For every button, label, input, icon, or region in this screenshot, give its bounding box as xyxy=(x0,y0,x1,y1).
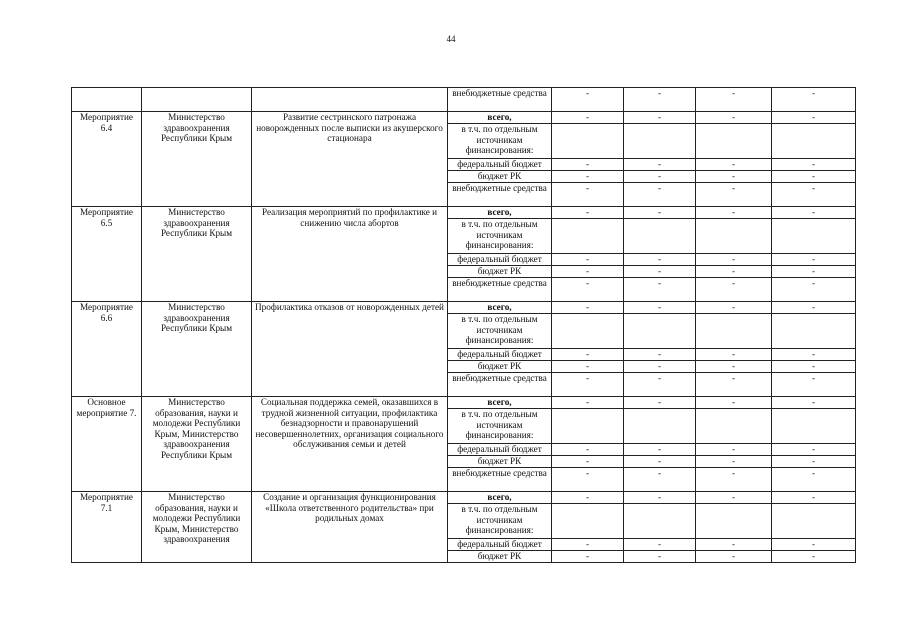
value-cell: - xyxy=(696,361,772,373)
value-cell: - xyxy=(552,254,624,266)
value-cell: - xyxy=(624,207,696,219)
source-rk: бюджет РК xyxy=(448,551,552,563)
value-cell: - xyxy=(552,112,624,124)
budget-table xyxy=(71,87,856,563)
source-rk: бюджет РК xyxy=(448,361,552,373)
value-cell: - xyxy=(772,278,856,302)
value-cell: - xyxy=(552,373,624,397)
source-rk: бюджет РК xyxy=(448,266,552,278)
table-row xyxy=(72,492,856,504)
value-cell: - xyxy=(772,112,856,124)
value-cell: - xyxy=(624,254,696,266)
value-cell: - xyxy=(772,349,856,361)
value-cell: - xyxy=(552,361,624,373)
value-cell: - xyxy=(552,171,624,183)
measure-executor: Министерство образования, науки и молодежи Республики Крым, Министерство здравоохранения xyxy=(142,492,252,563)
source-incl: в т.ч. по отдельным источникам финансирования: xyxy=(448,124,552,159)
source-extrabudget: внебюджетные средства xyxy=(448,183,552,207)
value-cell: - xyxy=(624,397,696,409)
value-cell: - xyxy=(696,278,772,302)
value-cell: - xyxy=(696,349,772,361)
value-cell: - xyxy=(772,444,856,456)
source-incl: в т.ч. по отдельным источникам финансирования: xyxy=(448,504,552,539)
source-federal: федеральный бюджет xyxy=(448,159,552,171)
value-cell: - xyxy=(696,302,772,314)
value-cell: - xyxy=(696,254,772,266)
value-cell: - xyxy=(772,88,856,112)
value-cell: - xyxy=(772,492,856,504)
value-cell: - xyxy=(552,397,624,409)
value-cell: - xyxy=(696,373,772,397)
value-cell: - xyxy=(552,456,624,468)
value-cell: - xyxy=(552,444,624,456)
value-cell: - xyxy=(772,171,856,183)
value-cell: - xyxy=(624,539,696,551)
value-cell: - xyxy=(552,349,624,361)
value-cell: - xyxy=(552,302,624,314)
value-cell: - xyxy=(552,266,624,278)
measure-code: Мероприятие 6.4 xyxy=(72,112,142,207)
value-cell: - xyxy=(772,361,856,373)
value-cell: - xyxy=(552,492,624,504)
measure-code: Мероприятие 7.1 xyxy=(72,492,142,563)
source-total: всего, xyxy=(448,397,552,409)
measure-name: Создание и организация функционирования «Школа ответственного родительства» при родильных домах xyxy=(252,492,448,563)
source-total: всего, xyxy=(448,112,552,124)
value-cell: - xyxy=(624,266,696,278)
value-cell: - xyxy=(552,551,624,563)
value-cell: - xyxy=(772,397,856,409)
measure-executor: Министерство здравоохранения Республики Крым xyxy=(142,302,252,397)
value-cell: - xyxy=(552,278,624,302)
value-cell: - xyxy=(772,302,856,314)
source-federal: федеральный бюджет xyxy=(448,254,552,266)
source-incl: в т.ч. по отдельным источникам финансирования: xyxy=(448,219,552,254)
value-cell: - xyxy=(772,456,856,468)
table-row xyxy=(72,112,856,124)
table-row xyxy=(72,302,856,314)
source-total: всего, xyxy=(448,492,552,504)
table-row xyxy=(72,397,856,409)
value-cell: - xyxy=(552,159,624,171)
measure-name: Социальная поддержка семей, оказавшихся в трудной жизненной ситуации, профилактика безнадзорности и правонарушений несовершеннолетних, организация социального обслуживания семьи и детей xyxy=(252,397,448,492)
value-cell: - xyxy=(696,456,772,468)
value-cell: - xyxy=(624,183,696,207)
measure-code: Мероприятие 6.5 xyxy=(72,207,142,302)
value-cell: - xyxy=(552,88,624,112)
value-cell: - xyxy=(696,112,772,124)
value-cell: - xyxy=(624,349,696,361)
measure-code: Основное мероприятие 7. xyxy=(72,397,142,492)
source-extrabudget: внебюджетные средства xyxy=(448,373,552,397)
source-federal: федеральный бюджет xyxy=(448,444,552,456)
page-number: 44 xyxy=(446,34,456,44)
value-cell: - xyxy=(624,278,696,302)
measure-name: Профилактика отказов от новорожденных детей xyxy=(252,302,448,397)
measure-executor: Министерство образования, науки и молодежи Республики Крым, Министерство здравоохранения Республики Крым xyxy=(142,397,252,492)
value-cell: - xyxy=(696,444,772,456)
measure-executor: Министерство здравоохранения Республики Крым xyxy=(142,112,252,207)
value-cell: - xyxy=(624,302,696,314)
source-rk: бюджет РК xyxy=(448,171,552,183)
measure-name: Реализация мероприятий по профилактике и снижению числа абортов xyxy=(252,207,448,302)
value-cell: - xyxy=(624,456,696,468)
value-cell: - xyxy=(696,551,772,563)
source-incl: в т.ч. по отдельным источникам финансирования: xyxy=(448,314,552,349)
source-extrabudget: внебюджетные средства xyxy=(448,88,552,112)
value-cell: - xyxy=(696,539,772,551)
value-cell: - xyxy=(696,183,772,207)
value-cell: - xyxy=(552,539,624,551)
value-cell: - xyxy=(696,266,772,278)
value-cell: - xyxy=(552,468,624,492)
measure-executor: Министерство здравоохранения Республики Крым xyxy=(142,207,252,302)
value-cell: - xyxy=(772,207,856,219)
value-cell: - xyxy=(772,266,856,278)
source-federal: федеральный бюджет xyxy=(448,349,552,361)
table-row xyxy=(72,207,856,219)
value-cell: - xyxy=(624,468,696,492)
source-extrabudget: внебюджетные средства xyxy=(448,278,552,302)
value-cell: - xyxy=(696,159,772,171)
value-cell: - xyxy=(624,361,696,373)
value-cell: - xyxy=(696,207,772,219)
table-row xyxy=(72,88,856,112)
value-cell: - xyxy=(772,539,856,551)
value-cell: - xyxy=(624,171,696,183)
value-cell: - xyxy=(696,468,772,492)
value-cell: - xyxy=(552,207,624,219)
value-cell: - xyxy=(624,492,696,504)
value-cell: - xyxy=(552,183,624,207)
value-cell: - xyxy=(624,551,696,563)
value-cell: - xyxy=(624,159,696,171)
value-cell: - xyxy=(624,88,696,112)
value-cell: - xyxy=(772,254,856,266)
source-extrabudget: внебюджетные средства xyxy=(448,468,552,492)
source-federal: федеральный бюджет xyxy=(448,539,552,551)
source-total: всего, xyxy=(448,207,552,219)
value-cell: - xyxy=(696,88,772,112)
value-cell: - xyxy=(696,397,772,409)
source-total: всего, xyxy=(448,302,552,314)
measure-name: Развитие сестринского патронажа новорожденных после выписки из акушерского стационара xyxy=(252,112,448,207)
value-cell: - xyxy=(624,444,696,456)
value-cell: - xyxy=(696,171,772,183)
value-cell: - xyxy=(772,551,856,563)
measure-code: Мероприятие 6.6 xyxy=(72,302,142,397)
value-cell: - xyxy=(624,112,696,124)
value-cell: - xyxy=(696,492,772,504)
value-cell: - xyxy=(772,159,856,171)
source-incl: в т.ч. по отдельным источникам финансирования: xyxy=(448,409,552,444)
value-cell: - xyxy=(772,373,856,397)
value-cell: - xyxy=(624,373,696,397)
value-cell: - xyxy=(772,468,856,492)
source-rk: бюджет РК xyxy=(448,456,552,468)
value-cell: - xyxy=(772,183,856,207)
